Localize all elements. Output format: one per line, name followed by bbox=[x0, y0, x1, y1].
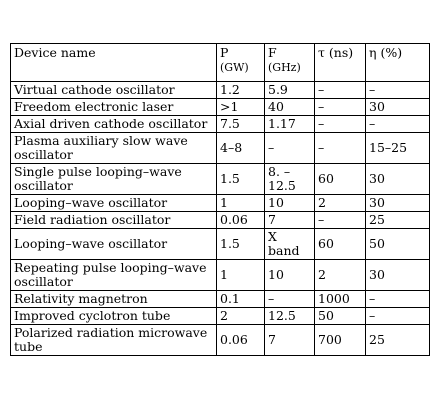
table-row bbox=[11, 164, 430, 195]
cell-efficiency: – bbox=[366, 291, 430, 308]
cell-device-name: Field radiation oscillator bbox=[11, 212, 217, 229]
cell-device-name: Freedom electronic laser bbox=[11, 99, 217, 116]
cell-pulse-duration: 2 bbox=[315, 260, 366, 291]
cell-efficiency: 30 bbox=[366, 99, 430, 116]
table-row bbox=[11, 229, 430, 260]
cell-frequency: – bbox=[265, 291, 315, 308]
cell-efficiency: 50 bbox=[366, 229, 430, 260]
cell-power: >1 bbox=[217, 99, 265, 116]
table-row bbox=[11, 133, 430, 164]
cell-power: 1.5 bbox=[217, 229, 265, 260]
table-row bbox=[11, 260, 430, 291]
cell-power: 1 bbox=[217, 195, 265, 212]
cell-device-name: Polarized radiation microwave tube bbox=[11, 325, 217, 356]
cell-power: 0.1 bbox=[217, 291, 265, 308]
cell-frequency: 7 bbox=[265, 212, 315, 229]
table-row bbox=[11, 291, 430, 308]
cell-device-name: Repeating pulse looping–wave oscillator bbox=[11, 260, 217, 291]
cell-power: 4–8 bbox=[217, 133, 265, 164]
header-pulse-duration: τ (ns) bbox=[315, 44, 366, 82]
cell-device-name: Single pulse looping–wave oscillator bbox=[11, 164, 217, 195]
cell-pulse-duration: – bbox=[315, 212, 366, 229]
table-row bbox=[11, 82, 430, 99]
table-row bbox=[11, 116, 430, 133]
cell-efficiency: – bbox=[366, 308, 430, 325]
cell-efficiency: – bbox=[366, 116, 430, 133]
cell-frequency: – bbox=[265, 133, 315, 164]
table-row bbox=[11, 99, 430, 116]
cell-frequency: 1.17 bbox=[265, 116, 315, 133]
table-row bbox=[11, 325, 430, 356]
table-row bbox=[11, 195, 430, 212]
header-power: P (GW) bbox=[217, 44, 265, 82]
cell-efficiency: 25 bbox=[366, 212, 430, 229]
cell-frequency: 10 bbox=[265, 195, 315, 212]
header-device-name: Device name bbox=[11, 44, 217, 82]
cell-power: 0.06 bbox=[217, 212, 265, 229]
cell-power: 1.5 bbox=[217, 164, 265, 195]
cell-power: 7.5 bbox=[217, 116, 265, 133]
cell-frequency: 5.9 bbox=[265, 82, 315, 99]
cell-frequency: X band bbox=[265, 229, 315, 260]
cell-pulse-duration: – bbox=[315, 133, 366, 164]
cell-pulse-duration: – bbox=[315, 99, 366, 116]
cell-power: 1.2 bbox=[217, 82, 265, 99]
cell-frequency: 7 bbox=[265, 325, 315, 356]
cell-frequency: 10 bbox=[265, 260, 315, 291]
cell-device-name: Virtual cathode oscillator bbox=[11, 82, 217, 99]
cell-efficiency: 15–25 bbox=[366, 133, 430, 164]
cell-device-name: Looping–wave oscillator bbox=[11, 229, 217, 260]
header-frequency: F (GHz) bbox=[265, 44, 315, 82]
cell-device-name: Plasma auxiliary slow wave oscillator bbox=[11, 133, 217, 164]
table-header-row bbox=[11, 44, 430, 82]
cell-power: 2 bbox=[217, 308, 265, 325]
cell-pulse-duration: – bbox=[315, 116, 366, 133]
cell-frequency: 12.5 bbox=[265, 308, 315, 325]
cell-device-name: Improved cyclotron tube bbox=[11, 308, 217, 325]
cell-power: 1 bbox=[217, 260, 265, 291]
cell-power: 0.06 bbox=[217, 325, 265, 356]
cell-device-name: Looping–wave oscillator bbox=[11, 195, 217, 212]
cell-device-name: Relativity magnetron bbox=[11, 291, 217, 308]
cell-frequency: 40 bbox=[265, 99, 315, 116]
cell-efficiency: – bbox=[366, 82, 430, 99]
device-table bbox=[10, 43, 430, 356]
cell-pulse-duration: 700 bbox=[315, 325, 366, 356]
cell-frequency: 8. –12.5 bbox=[265, 164, 315, 195]
cell-pulse-duration: – bbox=[315, 82, 366, 99]
header-efficiency: η (%) bbox=[366, 44, 430, 82]
cell-pulse-duration: 50 bbox=[315, 308, 366, 325]
cell-pulse-duration: 60 bbox=[315, 229, 366, 260]
table-row bbox=[11, 212, 430, 229]
cell-device-name: Axial driven cathode oscillator bbox=[11, 116, 217, 133]
cell-pulse-duration: 1000 bbox=[315, 291, 366, 308]
table-row bbox=[11, 308, 430, 325]
cell-efficiency: 25 bbox=[366, 325, 430, 356]
cell-pulse-duration: 2 bbox=[315, 195, 366, 212]
cell-pulse-duration: 60 bbox=[315, 164, 366, 195]
cell-efficiency: 30 bbox=[366, 164, 430, 195]
cell-efficiency: 30 bbox=[366, 260, 430, 291]
cell-efficiency: 30 bbox=[366, 195, 430, 212]
